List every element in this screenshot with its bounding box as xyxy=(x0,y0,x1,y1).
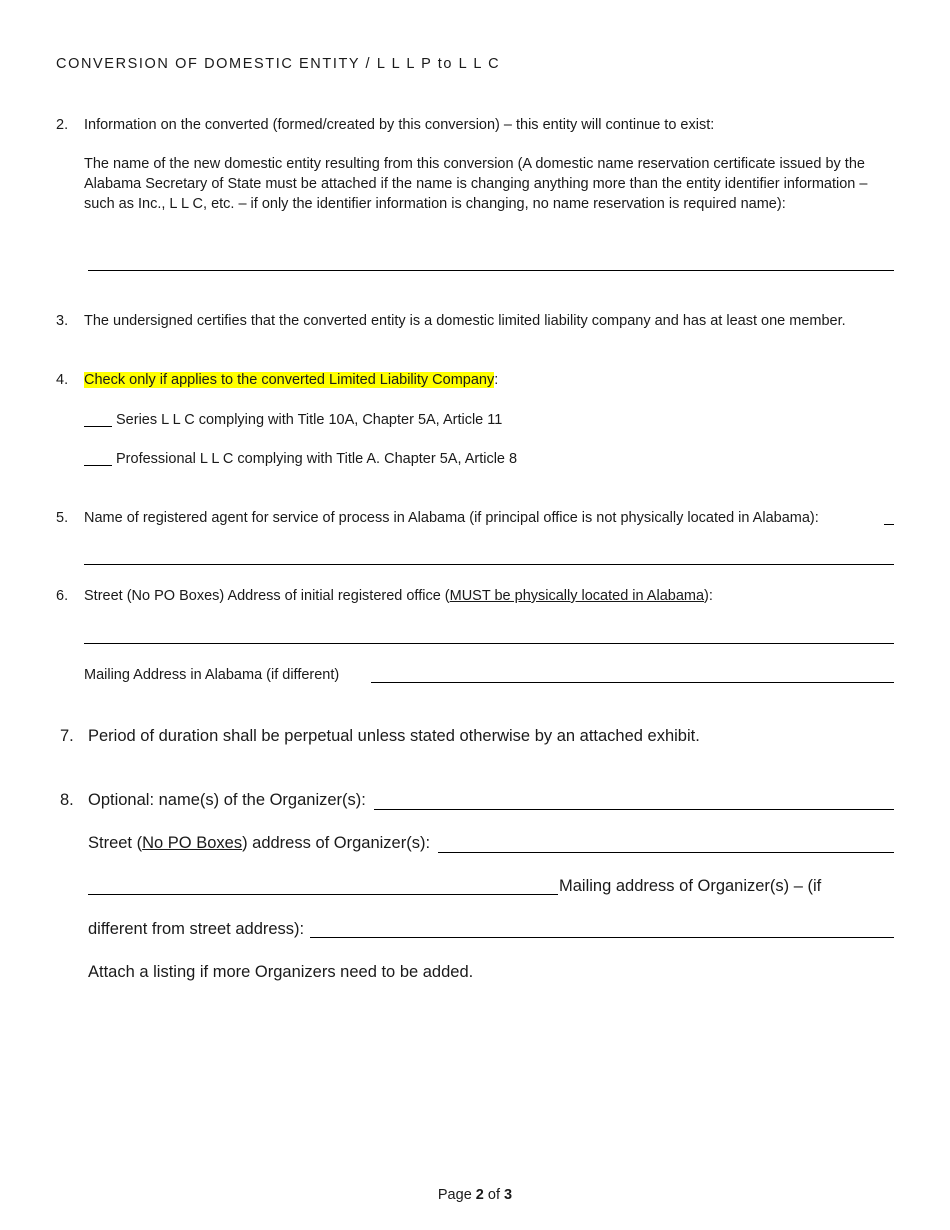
footer-page-word: Page xyxy=(437,1187,472,1203)
series-llc-checkbox[interactable] xyxy=(84,412,112,427)
organizer-street-label xyxy=(88,832,430,854)
mailing-address-label: Mailing Address in Alabama (if different) xyxy=(84,667,340,683)
footer-total-pages: 3 xyxy=(504,1187,513,1203)
item-3-number: 3. xyxy=(56,313,69,329)
item-7-text: Period of duration shall be perpetual unless stated otherwise by an attached exhibit. xyxy=(88,727,700,745)
organizer-name-field[interactable] xyxy=(374,793,894,810)
item-5-number: 5. xyxy=(56,510,69,526)
new-entity-name-field[interactable] xyxy=(88,254,894,271)
item-6-number: 6. xyxy=(56,588,69,604)
item-6-text xyxy=(84,586,713,606)
professional-llc-label: Professional L L C complying with Title A. Chapter 5A, Article 8 xyxy=(116,451,518,467)
series-llc-label: Series L L C complying with Title 10A, Chapter 5A, Article 11 xyxy=(116,412,503,428)
organizer-name-label: Optional: name(s) of the Organizer(s): xyxy=(88,791,366,809)
organizer-mailing-field[interactable] xyxy=(310,921,894,938)
professional-llc-checkbox[interactable] xyxy=(84,451,112,466)
attach-listing-note: Attach a listing if more Organizers need to be added. xyxy=(88,963,474,981)
item-5-text: Name of registered agent for service of process in Alabama (if principal office is not physically located in Alabama): xyxy=(84,510,819,526)
item-4-highlight: Check only if applies to the converted Limited Liability Company xyxy=(84,372,495,388)
item-4-heading xyxy=(84,370,498,390)
registered-agent-inline-blank xyxy=(884,524,894,525)
organizer-mailing-label: Mailing address of Organizer(s) – (if xyxy=(559,877,822,895)
item-6-suffix: ): xyxy=(704,588,713,604)
item-2-detail: The name of the new domestic entity resulting from this conversion (A domestic name reservation certificate issued by the Alabama Secretary of State must be attached if the name is changing anything more than the entity identifier information – such as Inc., L L C, etc. – if only the identifier information is changing, no name reservation is required name): xyxy=(84,156,868,212)
item-7-number: 7. xyxy=(60,727,74,745)
organizer-street-field[interactable] xyxy=(438,836,894,853)
item-4-number: 4. xyxy=(56,372,69,388)
professional-llc-option xyxy=(84,449,517,469)
form-title: CONVERSION OF DOMESTIC ENTITY / L L L P to L L C xyxy=(56,56,501,72)
series-llc-option xyxy=(84,410,502,430)
page-footer xyxy=(0,1187,950,1203)
footer-of-word: of xyxy=(487,1187,500,1203)
registered-office-street-field[interactable] xyxy=(84,627,894,644)
item-6-underlined: MUST be physically located in Alabama xyxy=(449,588,705,604)
item-2-number: 2. xyxy=(56,117,69,133)
mailing-address-field[interactable] xyxy=(371,666,894,683)
organizer-mailing-label-cont: different from street address): xyxy=(88,920,305,938)
organizer-street-field-cont[interactable] xyxy=(88,878,558,895)
registered-agent-field[interactable] xyxy=(84,548,894,565)
organizer-street-prefix: Street ( xyxy=(88,834,143,852)
item-8-number: 8. xyxy=(60,791,74,809)
item-4-colon: : xyxy=(494,372,499,388)
item-6-prefix: Street (No PO Boxes) Address of initial registered office ( xyxy=(84,588,450,604)
organizer-street-suffix: ) address of Organizer(s): xyxy=(242,834,431,852)
footer-current-page: 2 xyxy=(475,1187,484,1203)
item-2-text: Information on the converted (formed/created by this conversion) – this entity will continue to exist: xyxy=(84,117,715,133)
organizer-street-underlined: No PO Boxes xyxy=(142,834,243,852)
item-3-text: The undersigned certifies that the converted entity is a domestic limited liability company and has at least one member. xyxy=(84,313,846,329)
